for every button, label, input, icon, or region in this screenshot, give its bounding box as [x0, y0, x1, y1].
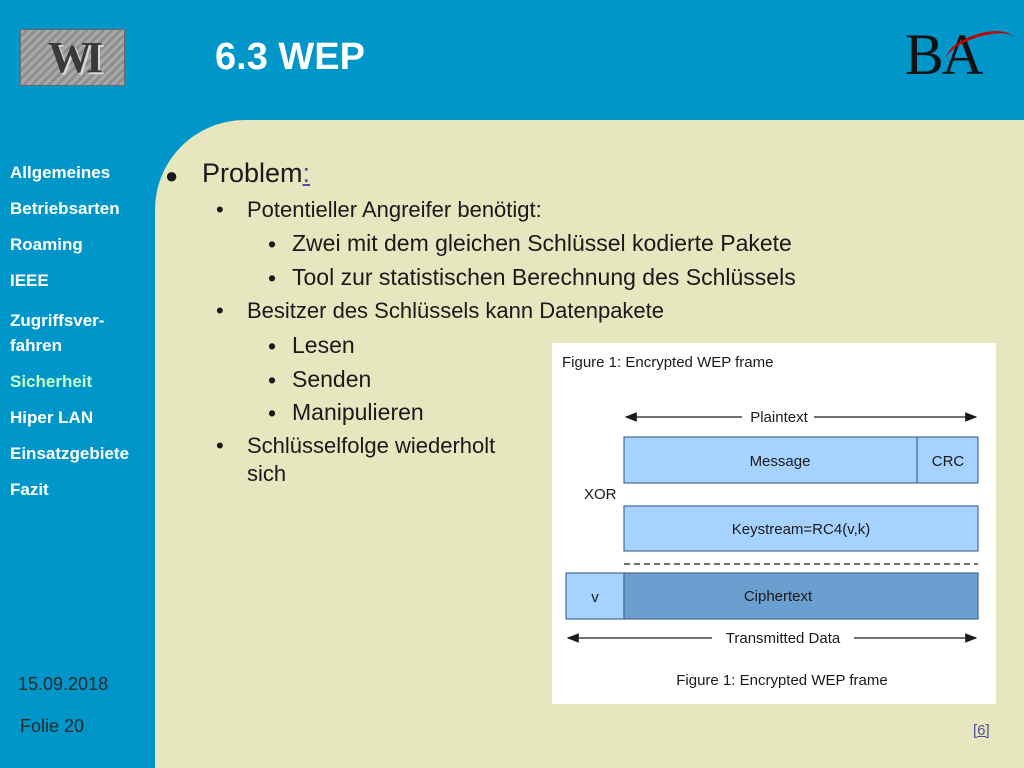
- bullet-dot: •: [268, 265, 277, 291]
- bullet-dot: •: [268, 231, 277, 257]
- bullet-dot: •: [216, 298, 224, 323]
- bullet-text: Potentieller Angreifer benötigt:: [247, 197, 542, 222]
- footer-slide-number: Folie 20: [20, 716, 85, 736]
- transmitted-label: Transmitted Data: [725, 630, 841, 647]
- sidebar-item-roaming[interactable]: Roaming: [10, 235, 83, 254]
- bullet-text: Manipulieren: [292, 399, 424, 425]
- bullet-dot: •: [216, 197, 224, 222]
- sidebar-item-allgemeines[interactable]: Allgemeines: [10, 163, 111, 182]
- plaintext-label: Plaintext: [750, 409, 808, 426]
- bullet-dot: •: [268, 400, 277, 426]
- wep-frame-figure: [552, 343, 996, 704]
- bullet-text: Besitzer des Schlüssels kann Datenpakete: [247, 298, 665, 323]
- sidebar-item-sicherheit[interactable]: Sicherheit: [10, 372, 93, 391]
- problem-heading-text: Problem: [202, 158, 303, 188]
- bullet-dot: •: [216, 433, 224, 458]
- sidebar-item-betriebsarten[interactable]: Betriebsarten: [10, 199, 120, 218]
- xor-label: XOR: [584, 486, 617, 503]
- bullet-dot: •: [268, 333, 277, 359]
- bullet-dot: •: [268, 367, 277, 393]
- sidebar-item-fazit[interactable]: Fazit: [10, 480, 49, 499]
- figure-caption-top: Figure 1: Encrypted WEP frame: [562, 354, 774, 371]
- sidebar-item-hiper-lan[interactable]: Hiper LAN: [10, 408, 94, 427]
- sidebar-item-zugriffsverfahren-cont[interactable]: fahren: [10, 336, 62, 355]
- bullet-text-continued: sich: [247, 461, 287, 486]
- wep-frame-diagram: [552, 343, 996, 704]
- keystream-label: Keystream=RC4(v,k): [731, 521, 871, 538]
- message-label: Message: [749, 453, 811, 470]
- crc-label: CRC: [931, 453, 965, 470]
- bullet-text: Schlüsselfolge wiederholt: [247, 433, 496, 458]
- bullet-dot: ●: [165, 163, 179, 188]
- v-label: v: [591, 589, 599, 606]
- bullet-text: Tool zur statistischen Berechnung des Schlüssels: [292, 264, 796, 290]
- wi-logo: [20, 29, 125, 86]
- ba-logo-text: BA: [905, 22, 982, 87]
- problem-heading: [202, 158, 310, 189]
- bullet-text: Lesen: [292, 332, 355, 358]
- sidebar-item-einsatzgebiete[interactable]: Einsatzgebiete: [10, 444, 130, 463]
- figure-caption-bottom: Figure 1: Encrypted WEP frame: [676, 672, 888, 689]
- bullet-text: Senden: [292, 366, 372, 392]
- footer-reference-link[interactable]: [6]: [973, 722, 990, 739]
- footer-date: 15.09.2018: [18, 674, 109, 694]
- wi-logo-text: WI: [47, 33, 98, 82]
- ba-logo: [905, 22, 1011, 87]
- bullet-text: Zwei mit dem gleichen Schlüssel kodierte Pakete: [292, 230, 792, 256]
- problem-heading-link[interactable]: :: [302, 158, 311, 188]
- sidebar-item-ieee[interactable]: IEEE: [10, 271, 49, 290]
- ciphertext-label: Ciphertext: [743, 588, 813, 605]
- sidebar-item-zugriffsverfahren[interactable]: Zugriffsver-: [10, 311, 105, 330]
- slide-title: 6.3 WEP: [215, 36, 365, 78]
